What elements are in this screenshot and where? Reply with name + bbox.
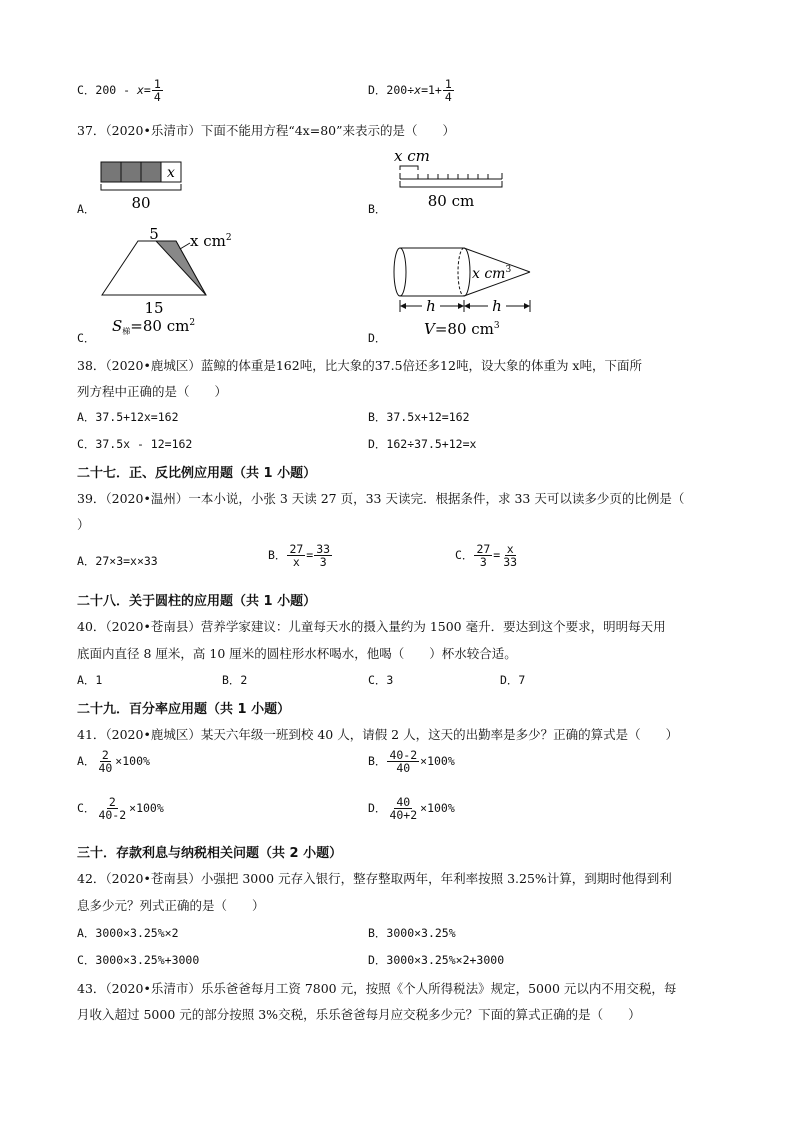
q39-stem-line2: ） (77, 517, 90, 532)
q37-b-segment-diagram (394, 146, 506, 212)
q37-c-top: 5 (149, 225, 159, 243)
q37-d-cone-label: x $cm^3$ (472, 265, 512, 282)
q38-option-d[interactable]: D．162÷37.5+12=x (368, 437, 477, 451)
section-heading-29: 二十九．百分率应用题（共 1 小题） (77, 702, 291, 717)
q37-option-b-label[interactable]: B． (368, 202, 387, 216)
q42-option-c[interactable]: C．3000×3.25%+3000 (77, 953, 200, 967)
q37-a-total: 80 (131, 194, 151, 212)
q40-option-b[interactable]: B．2 (222, 673, 248, 687)
q37-option-a-label[interactable]: A． (77, 202, 96, 216)
q41-option-a[interactable]: A． $\frac{2}{40}$ ×100% (77, 748, 150, 776)
q43-stem-line2: 月收入超过 5000 元的部分按照 3%交税，乐乐爸爸每月应交税多少元？下面的算式正确的是（ ） (77, 1007, 641, 1022)
q39-stem-line1: 39．（2020•温州）一本小说，小张 3 天读 27 页，33 天读完．根据条件，求 33 天可以读多少页的比例是（ (77, 491, 685, 506)
q36-d-fraction: $\frac{1}{4}$ (444, 77, 452, 105)
q40-option-a[interactable]: A．1 (77, 673, 103, 687)
section-heading-27: 二十七．正、反比例应用题（共 1 小题） (77, 466, 317, 481)
q38-option-c[interactable]: C．37.5x - 12=162 (77, 437, 193, 451)
q37-option-c-label[interactable]: C． (77, 331, 96, 345)
q38-stem-line1: 38．（2020•鹿城区）蓝鲸的体重是162吨，比大象的37.5倍还多12吨，设大象的体重为 x吨，下面所 (77, 358, 642, 373)
q36-c-fraction: $\frac{1}{4}$ (153, 77, 161, 105)
q37-c-trapezoid-diagram (98, 224, 238, 339)
q40-option-c[interactable]: C．3 (368, 673, 394, 687)
q42-option-d[interactable]: D．3000×3.25%×2+3000 (368, 953, 505, 967)
q38-option-a[interactable]: A．37.5+12x=162 (77, 410, 179, 424)
q39-option-c[interactable]: C． $\frac{27}{3}$ = $\frac{x}{33}$ (455, 542, 518, 570)
q40-stem-line2: 底面内直径 8 厘米，高 10 厘米的圆柱形水杯喝水，他喝（ ）杯水较合适。 (77, 646, 517, 661)
q42-option-a[interactable]: A．3000×3.25%×2 (77, 926, 179, 940)
q41-option-c[interactable]: C． $\frac{2}{40-2}$ ×100% (77, 795, 164, 823)
q39-option-a[interactable]: A．27×3=x×33 (77, 554, 158, 568)
q42-stem-line1: 42．（2020•苍南县）小强把 3000 元存入银行，整存整取两年，年利率按照 3.25%计算，到期时他得到利 (77, 871, 672, 886)
q37-option-d-label[interactable]: D． (368, 331, 387, 345)
q36-option-d[interactable]: D．200÷x=1+ $\frac{1}{4}$ (368, 77, 452, 105)
q37-b-seg-label: x cm (394, 147, 430, 165)
q38-stem-line2: 列方程中正确的是（ ） (77, 384, 228, 399)
q37-c-area: $S_梯=80$ $cm^2$ (112, 317, 196, 336)
q37-d-h2: h (492, 297, 502, 315)
q43-stem-line1: 43．（2020•乐清市）乐乐爸爸每月工资 7800 元，按照《个人所得税法》规定，5000 元以内不用交税，每 (77, 981, 677, 996)
q37-b-total: 80 cm (427, 192, 475, 210)
q38-option-b[interactable]: B．37.5x+12=162 (368, 410, 470, 424)
q37-d-volume: V=80 $cm^3$ (424, 320, 500, 338)
q42-option-b[interactable]: B．3000×3.25% (368, 926, 456, 940)
q37-a-box-var: x (167, 165, 175, 181)
q37-d-cylinder-cone-diagram (392, 236, 542, 341)
q37-stem: 37．（2020•乐清市）下面不能用方程“4x=80”来表示的是（ ） (77, 123, 456, 138)
q40-option-d[interactable]: D．7 (500, 673, 526, 687)
q41-stem: 41．（2020•鹿城区）某天六年级一班到校 40 人，请假 2 人，这天的出勤率是多少？正确的算式是（ ） (77, 727, 679, 742)
q37-c-shaded: x $cm^2$ (190, 232, 232, 250)
q37-d-h1: h (426, 297, 436, 315)
q42-stem-line2: 息多少元？列式正确的是（ ） (77, 898, 265, 913)
q40-stem-line1: 40．（2020•苍南县）营养学家建议：儿童每天水的摄入量约为 1500 毫升．要达到这个要求，明明每天用 (77, 619, 666, 634)
q41-option-b[interactable]: B． $\frac{40-2}{40}$ ×100% (368, 748, 455, 776)
section-heading-28: 二十八．关于圆柱的应用题（共 1 小题） (77, 594, 317, 609)
q39-option-b[interactable]: B． $\frac{27}{x}$ = $\frac{33}{3}$ (268, 542, 331, 570)
q36-option-c[interactable]: C．200 - x= $\frac{1}{4}$ (77, 77, 161, 105)
q37-c-bottom: 15 (144, 299, 164, 317)
q37-a-bar-diagram (100, 160, 190, 216)
q41-option-d[interactable]: D． $\frac{40}{40+2}$ ×100% (368, 795, 455, 823)
section-heading-30: 三十．存款利息与纳税相关问题（共 2 小题） (77, 846, 343, 861)
